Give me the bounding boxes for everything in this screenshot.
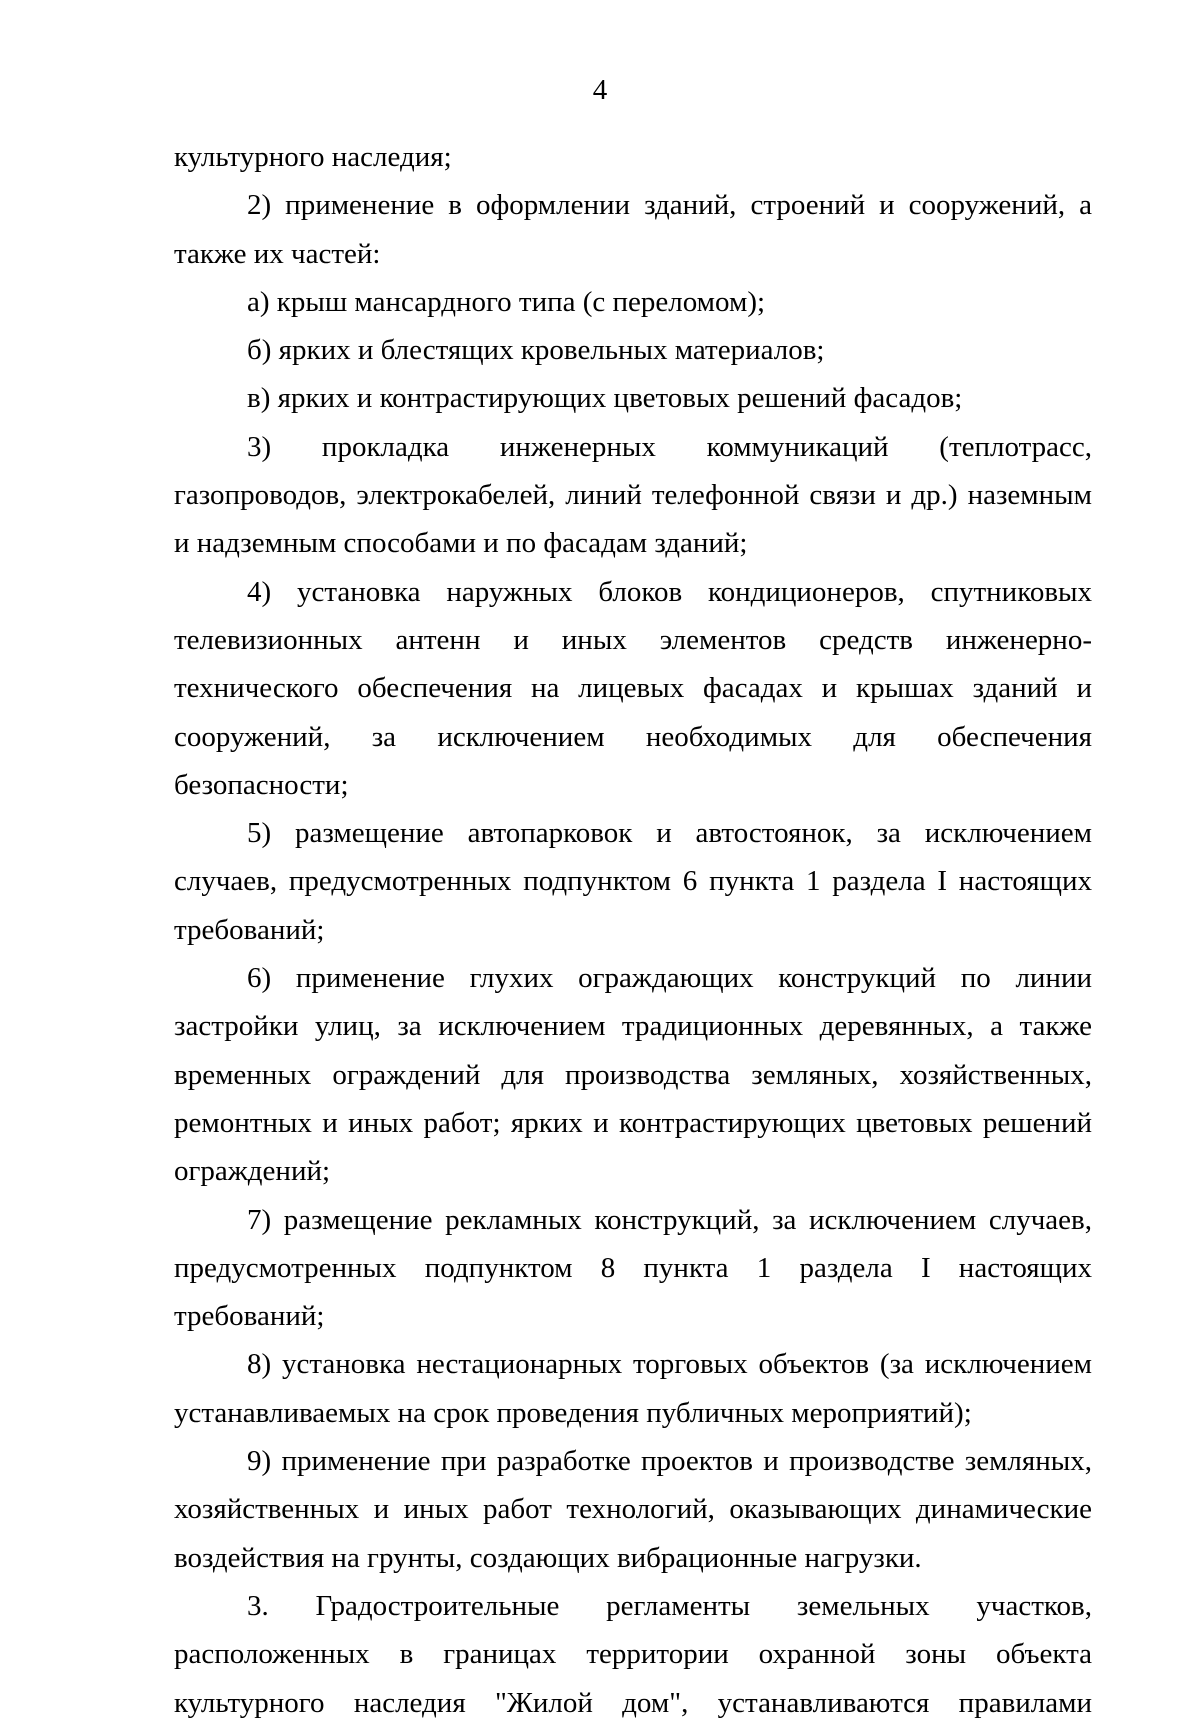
paragraph-section-3: 3. Градостроительные регламенты земельных участков, расположенных в границах территории охранной зоны объекта культурного наследия "Жилой дом", устанавливаются правилами <box>174 1589 1092 1719</box>
paragraph-subitem-b: б) ярких и блестящих кровельных материалов; <box>247 334 825 367</box>
paragraph-item-9: 9) применение при разработке проектов и производстве земляных, хозяйственных и иных работ технологий, оказывающих динамические воздействия на грунты, создающих вибрационные нагрузки. <box>174 1445 1092 1574</box>
paragraph-item-4: 4) установка наружных блоков кондиционеров, спутниковых телевизионных антенн и иных элементов средств инженерно-технического обеспечения на лицевых фасадах и крышах зданий и сооружений, за исключением необходимых для обеспечения безопасности; <box>174 575 1092 801</box>
paragraph-item-7: 7) размещение рекламных конструкций, за исключением случаев, предусмотренных подпунктом 8 пункта 1 раздела I настоящих требований; <box>174 1203 1092 1333</box>
paragraph-item-6: 6) применение глухих ограждающих конструкций по линии застройки улиц, за исключением традиционных деревянных, а также временных ограждений для производства земляных, хозяйственных, ремонтных и иных работ; ярких и контрастирующих цветовых решений ограждений; <box>174 962 1092 1188</box>
paragraph-subitem-a: а) крыш мансардного типа (с переломом); <box>247 285 766 318</box>
paragraph-subitem-v: в) ярких и контрастирующих цветовых решений фасадов; <box>247 382 963 415</box>
page-number: 4 <box>592 74 608 106</box>
paragraph-item-8: 8) установка нестационарных торговых объектов (за исключением устанавливаемых на срок проведения публичных мероприятий); <box>174 1348 1092 1429</box>
paragraph-continuation: культурного наследия; <box>174 141 452 173</box>
paragraph-item-3: 3) прокладка инженерных коммуникаций (теплотрасс, газопроводов, электрокабелей, линий телефонной связи и др.) наземным и надземным способами и по фасадам зданий; <box>174 430 1092 560</box>
document-body <box>174 133 1092 1727</box>
paragraph-item-2: 2) применение в оформлении зданий, строений и сооружений, а также их частей: <box>174 189 1092 270</box>
paragraph-item-5: 5) размещение автопарковок и автостоянок, за исключением случаев, предусмотренных подпунктом 6 пункта 1 раздела I настоящих требований; <box>174 817 1092 946</box>
